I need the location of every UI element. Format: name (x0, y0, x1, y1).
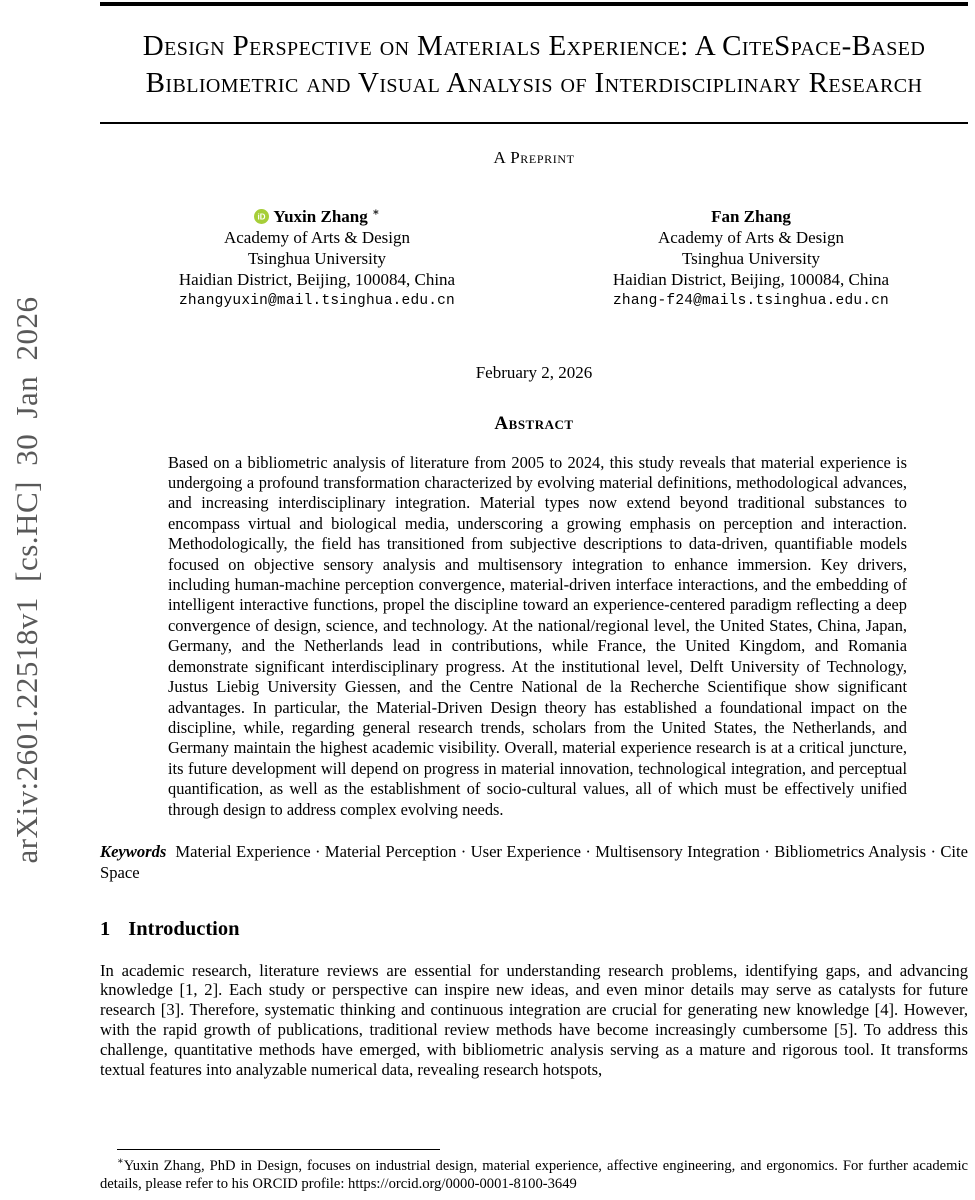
paper-content (100, 0, 968, 1080)
orcid-profile-link[interactable]: https://orcid.org/0000-0001-8100-3649 (348, 1176, 577, 1193)
author-name: Fan Zhang (711, 207, 791, 227)
footnote-text (100, 1156, 968, 1193)
abstract-heading: Abstract (494, 412, 574, 434)
author-affiliation-line: Academy of Arts & Design (223, 228, 411, 248)
section-number: 1 (100, 917, 111, 940)
author-affiliation-line: Academy of Arts & Design (657, 228, 845, 248)
arxiv-watermark: arXiv:2601.22518v1 [cs.HC] 30 Jan 2026 (9, 296, 44, 864)
title-rule-top (100, 2, 968, 6)
section-title: Introduction (128, 917, 240, 940)
keywords-list: Material Experience · Material Perception · User Experience · Multisensory Integration · Bibliometrics Analysis · Cite Space (100, 842, 968, 882)
author-2 (534, 206, 968, 310)
author-affiliation-line: Haidian District, Beijing, 100084, China (612, 270, 890, 290)
author-footnote-marker: ∗ (372, 206, 380, 219)
keywords-label: Keywords (100, 842, 167, 862)
introduction-paragraph: In academic research, literature reviews are essential for understanding research problems, identifying gaps, and advancing knowledge [1, 2]. Each study or perspective can inspire new ideas, and even minor details may serve as catalysts for future research [3]. Therefore, systematic thinking and continuous integration are crucial for generating new knowledge [4]. However, with the rapid growth of publications, traditional review methods have become increasingly cumbersome [5]. To address this challenge, quantitative methods have emerged, with bibliometric analysis serving as a mature and rigorous tool. It transforms textual features into analyzable numerical data, revealing research hotspots, (100, 960, 968, 1080)
author-block (100, 206, 968, 310)
author-name: Yuxin Zhang (273, 207, 368, 227)
section-heading-introduction (100, 918, 968, 941)
author-email[interactable]: zhang-f24@mails.tsinghua.edu.cn (613, 292, 889, 309)
preprint-label: A Preprint (493, 148, 575, 168)
footnote-body: Yuxin Zhang, PhD in Design, focuses on industrial design, material experience, affective engineering, and ergonomics. For further academic details, please refer to his ORCID profile: (100, 1157, 968, 1193)
title-rule-bottom (100, 122, 968, 124)
footnote-marker: ∗ (117, 1156, 124, 1167)
author-affiliation-line: Tsinghua University (247, 249, 387, 269)
keywords-line (100, 842, 968, 883)
footnote-rule (117, 1149, 440, 1150)
author-1 (100, 206, 534, 310)
footnote-block (100, 1149, 968, 1193)
orcid-icon[interactable] (254, 209, 269, 224)
paper-title: Design Perspective on Materials Experience: A CiteSpace-Based Bibliometric and Visual Analysis of Interdisciplinary Research (142, 30, 926, 100)
author-affiliation-line: Haidian District, Beijing, 100084, China (178, 270, 456, 290)
author-email[interactable]: zhangyuxin@mail.tsinghua.edu.cn (179, 292, 455, 309)
paper-date: February 2, 2026 (475, 362, 593, 382)
author-1-name-line (100, 206, 534, 227)
svg-text:iD: iD (257, 212, 266, 222)
author-2-name-line (534, 206, 968, 227)
abstract-text: Based on a bibliometric analysis of literature from 2005 to 2024, this study reveals that material experience is undergoing a profound transformation characterized by evolving material definitions, methodological advances, and increasing interdisciplinary integration. Material types now extend beyond traditional substances to encompass virtual and biological media, underscoring a growing emphasis on perception and interaction. Methodologically, the field has transitioned from subjective descriptions to data-driven, quantifiable models focused on objective sensory analysis and multisensory integration to enhance immersion. Key drivers, including human-machine perception convergence, material-driven interface interactions, and the embedding of intelligent interactive functions, propel the discipline toward an experience-centered paradigm reflecting a deep convergence of design, science, and technology. At the national/regional level, the United States, China, Japan, Germany, and the Netherlands lead in contributions, while France, the United Kingdom, and Romania demonstrate significant interdisciplinary progress. At the institutional level, Delft University of Technology, Justus Liebig University Giessen, and the Centre National de la Recherche Scientifique show significant advantages. In particular, the Material-Driven Design theory has established a foundational impact on the discipline, while, regarding general research trends, scholars from the United States, the Netherlands, and Germany maintain the highest academic visibility. Overall, material experience research is at a critical juncture, its future development will depend on progress in material innovation, technological integration, and perceptual quantification, as well as the establishment of socio-cultural values, all of which must be effectively unified through design to address complex evolving needs. (168, 452, 907, 819)
author-affiliation-line: Tsinghua University (681, 249, 821, 269)
